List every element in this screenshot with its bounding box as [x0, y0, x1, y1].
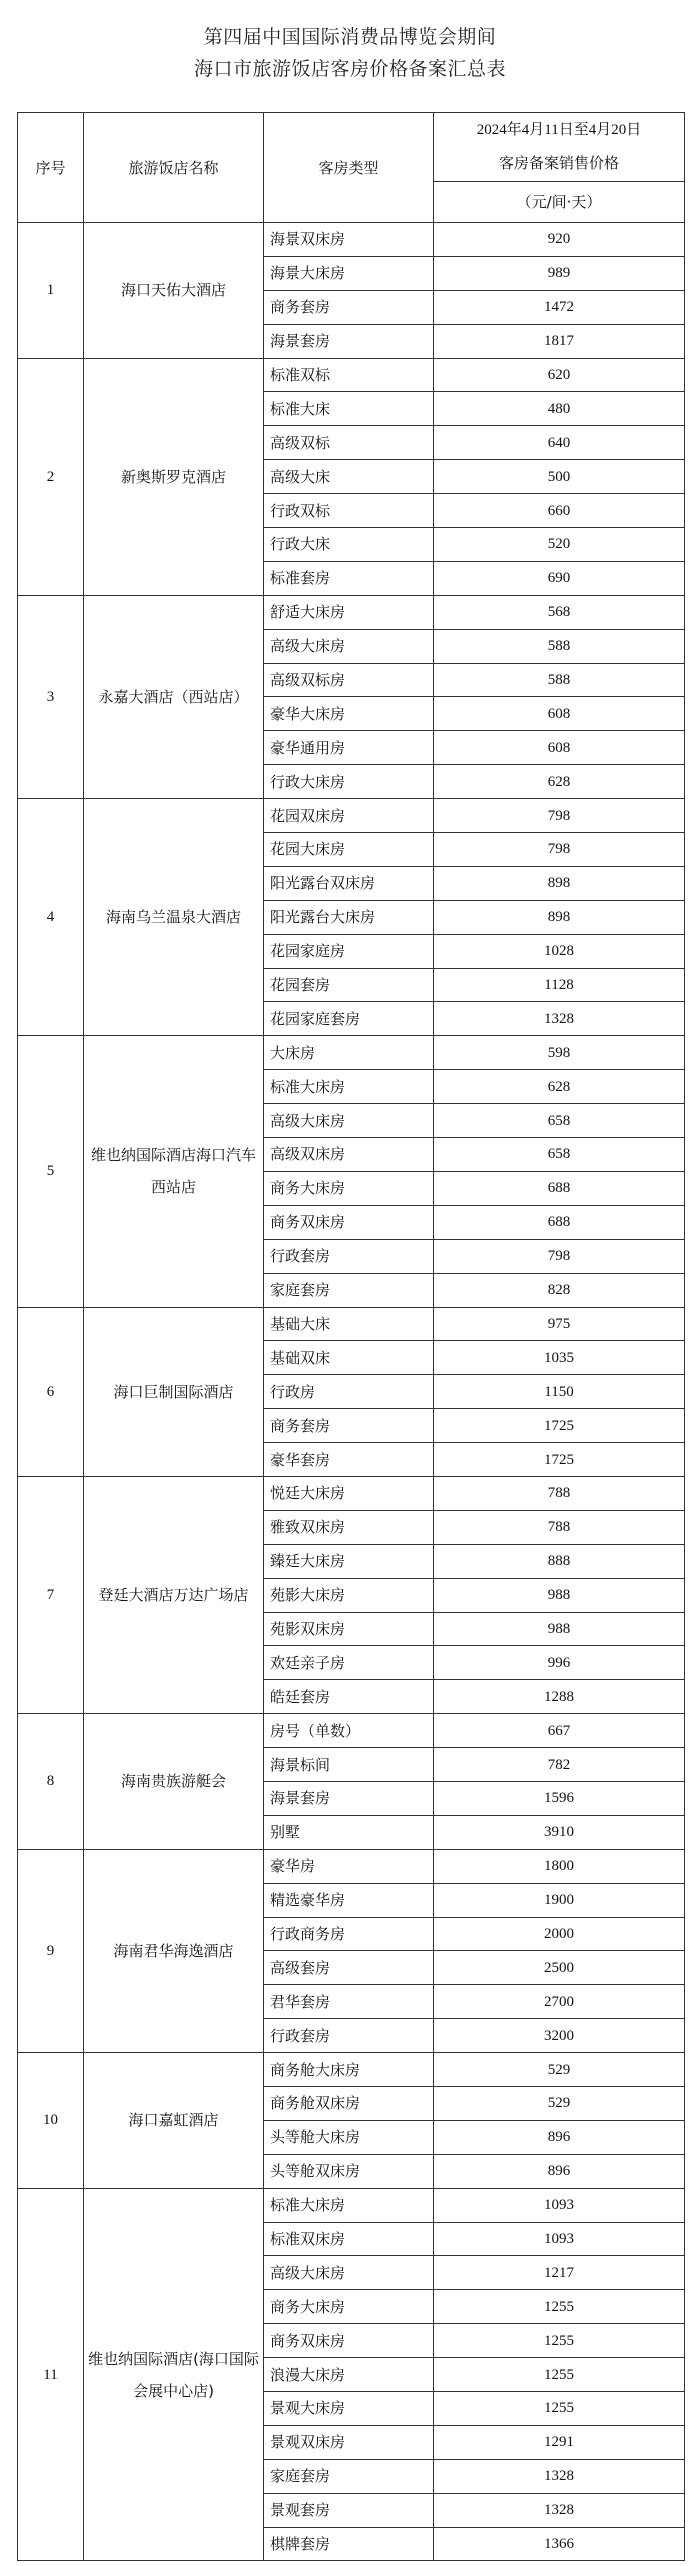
- room-type: 高级大床房: [264, 2256, 434, 2290]
- table-header-row: [18, 113, 685, 182]
- room-type: 海景套房: [264, 1781, 434, 1815]
- hotel-seq: 6: [18, 1307, 84, 1476]
- hotel-price-table: [17, 112, 685, 2561]
- room-type: 高级双床房: [264, 1138, 434, 1172]
- room-price: 529: [434, 2086, 685, 2120]
- hotel-seq: 1: [18, 223, 84, 359]
- room-price: 782: [434, 1748, 685, 1782]
- room-type: 头等舱双床房: [264, 2154, 434, 2188]
- room-price: 996: [434, 1646, 685, 1680]
- room-type: 头等舱大床房: [264, 2120, 434, 2154]
- room-price: 1596: [434, 1781, 685, 1815]
- room-price: 640: [434, 426, 685, 460]
- room-price: 688: [434, 1171, 685, 1205]
- room-type: 行政双标: [264, 494, 434, 528]
- room-type: 花园大床房: [264, 833, 434, 867]
- room-price: 568: [434, 595, 685, 629]
- room-type: 豪华套房: [264, 1443, 434, 1477]
- room-type: 海景套房: [264, 324, 434, 358]
- room-price: 1288: [434, 1680, 685, 1714]
- hotel-name: 海南贵族游艇会: [84, 1714, 264, 1850]
- room-type: 高级大床: [264, 460, 434, 494]
- room-price: 1800: [434, 1849, 685, 1883]
- room-price: 1472: [434, 290, 685, 324]
- room-type: 雅致双床房: [264, 1510, 434, 1544]
- room-type: 棋牌套房: [264, 2527, 434, 2561]
- room-price: 1291: [434, 2425, 685, 2459]
- room-type: 豪华通用房: [264, 731, 434, 765]
- room-type: 标准双床房: [264, 2222, 434, 2256]
- room-type: 君华套房: [264, 1985, 434, 2019]
- header-price-unit: （元/间·天）: [434, 182, 685, 223]
- room-type: 景观双床房: [264, 2425, 434, 2459]
- table-row: [18, 799, 685, 833]
- room-price: 788: [434, 1510, 685, 1544]
- room-type: 高级大床房: [264, 629, 434, 663]
- room-type: 家庭套房: [264, 2459, 434, 2493]
- room-type: 行政大床: [264, 528, 434, 562]
- room-type: 基础大床: [264, 1307, 434, 1341]
- room-type: 花园家庭套房: [264, 1002, 434, 1036]
- room-type: 商务大床房: [264, 1171, 434, 1205]
- room-price: 608: [434, 731, 685, 765]
- room-type: 浪漫大床房: [264, 2358, 434, 2392]
- hotel-name: 海口巨制国际酒店: [84, 1307, 264, 1476]
- room-type: 行政套房: [264, 1239, 434, 1273]
- room-price: 1725: [434, 1409, 685, 1443]
- room-price: 798: [434, 799, 685, 833]
- room-type: 行政套房: [264, 2019, 434, 2053]
- table-row: [18, 2053, 685, 2087]
- hotel-seq: 9: [18, 1849, 84, 2052]
- room-type: 景观大床房: [264, 2392, 434, 2426]
- room-type: 苑影大床房: [264, 1578, 434, 1612]
- room-type: 高级套房: [264, 1951, 434, 1985]
- room-price: 3910: [434, 1815, 685, 1849]
- room-type: 大床房: [264, 1036, 434, 1070]
- room-type: 海景大床房: [264, 256, 434, 290]
- room-type: 基础双床: [264, 1341, 434, 1375]
- room-price: 628: [434, 1070, 685, 1104]
- room-type: 商务双床房: [264, 2324, 434, 2358]
- room-price: 1725: [434, 1443, 685, 1477]
- room-price: 1255: [434, 2324, 685, 2358]
- room-price: 2000: [434, 1917, 685, 1951]
- room-price: 1255: [434, 2392, 685, 2426]
- room-price: 620: [434, 358, 685, 392]
- room-price: 1328: [434, 2493, 685, 2527]
- room-price: 667: [434, 1714, 685, 1748]
- hotel-seq: 2: [18, 358, 84, 595]
- room-price: 660: [434, 494, 685, 528]
- room-price: 896: [434, 2154, 685, 2188]
- room-type: 阳光露台双床房: [264, 866, 434, 900]
- room-price: 529: [434, 2053, 685, 2087]
- room-type: 商务舱双床房: [264, 2086, 434, 2120]
- room-price: 690: [434, 561, 685, 595]
- room-type: 苑影双床房: [264, 1612, 434, 1646]
- room-type: 房号（单数）: [264, 1714, 434, 1748]
- room-type: 精选豪华房: [264, 1883, 434, 1917]
- header-seq: 序号: [18, 113, 84, 223]
- room-price: 989: [434, 256, 685, 290]
- room-price: 588: [434, 629, 685, 663]
- room-type: 商务舱大床房: [264, 2053, 434, 2087]
- room-price: 1093: [434, 2222, 685, 2256]
- room-price: 1255: [434, 2358, 685, 2392]
- room-type: 悦廷大床房: [264, 1476, 434, 1510]
- hotel-name: 登廷大酒店万达广场店: [84, 1476, 264, 1713]
- room-type: 标准双标: [264, 358, 434, 392]
- room-type: 花园套房: [264, 968, 434, 1002]
- room-price: 480: [434, 392, 685, 426]
- hotel-seq: 3: [18, 595, 84, 798]
- room-price: 608: [434, 697, 685, 731]
- hotel-seq: 8: [18, 1714, 84, 1850]
- room-type: 家庭套房: [264, 1273, 434, 1307]
- table-row: [18, 1476, 685, 1510]
- room-type: 花园双床房: [264, 799, 434, 833]
- room-price: 1093: [434, 2188, 685, 2222]
- room-type: 臻廷大床房: [264, 1544, 434, 1578]
- hotel-name: 海口嘉虹酒店: [84, 2053, 264, 2189]
- room-price: 788: [434, 1476, 685, 1510]
- header-price-title: 客房备案销售价格: [498, 156, 619, 172]
- hotel-seq: 7: [18, 1476, 84, 1713]
- room-type: 行政大床房: [264, 765, 434, 799]
- header-price-period: 2024年4月11日至4月20日: [476, 122, 642, 138]
- room-price: 628: [434, 765, 685, 799]
- room-price: 1035: [434, 1341, 685, 1375]
- room-type: 花园家庭房: [264, 934, 434, 968]
- room-price: 828: [434, 1273, 685, 1307]
- room-type: 欢廷亲子房: [264, 1646, 434, 1680]
- room-price: 798: [434, 833, 685, 867]
- room-price: 1817: [434, 324, 685, 358]
- hotel-name: 维也纳国际酒店(海口国际会展中心店): [84, 2188, 264, 2561]
- room-type: 高级双标房: [264, 663, 434, 697]
- room-type: 标准大床房: [264, 2188, 434, 2222]
- room-price: 598: [434, 1036, 685, 1070]
- room-type: 行政房: [264, 1375, 434, 1409]
- room-price: 1028: [434, 934, 685, 968]
- room-price: 1217: [434, 2256, 685, 2290]
- room-type: 标准大床房: [264, 1070, 434, 1104]
- hotel-name: 新奥斯罗克酒店: [84, 358, 264, 595]
- room-type: 景观套房: [264, 2493, 434, 2527]
- hotel-name: 海南乌兰温泉大酒店: [84, 799, 264, 1036]
- room-price: 1150: [434, 1375, 685, 1409]
- room-type: 行政商务房: [264, 1917, 434, 1951]
- hotel-seq: 11: [18, 2188, 84, 2561]
- room-price: 1900: [434, 1883, 685, 1917]
- header-hotel-name: 旅游饭店名称: [84, 113, 264, 223]
- room-type: 舒适大床房: [264, 595, 434, 629]
- hotel-seq: 4: [18, 799, 84, 1036]
- room-price: 898: [434, 900, 685, 934]
- hotel-seq: 10: [18, 2053, 84, 2189]
- table-row: [18, 595, 685, 629]
- table-row: [18, 1849, 685, 1883]
- room-type: 豪华房: [264, 1849, 434, 1883]
- room-type: 商务套房: [264, 1409, 434, 1443]
- page-title-line1: 第四届中国国际消费品博览会期间: [203, 26, 497, 48]
- table-row: [18, 1307, 685, 1341]
- room-type: 高级双标: [264, 426, 434, 460]
- room-price: 798: [434, 1239, 685, 1273]
- room-price: 2700: [434, 1985, 685, 2019]
- room-type: 商务大床房: [264, 2290, 434, 2324]
- room-price: 588: [434, 663, 685, 697]
- room-type: 标准套房: [264, 561, 434, 595]
- room-type: 别墅: [264, 1815, 434, 1849]
- room-price: 520: [434, 528, 685, 562]
- table-row: [18, 358, 685, 392]
- room-type: 皓廷套房: [264, 1680, 434, 1714]
- room-price: 3200: [434, 2019, 685, 2053]
- hotel-name: 海口天佑大酒店: [84, 223, 264, 359]
- hotel-name: 海南君华海逸酒店: [84, 1849, 264, 2052]
- room-type: 标准大床: [264, 392, 434, 426]
- room-price: 988: [434, 1612, 685, 1646]
- hotel-name: 永嘉大酒店（西站店）: [84, 595, 264, 798]
- room-type: 海景双床房: [264, 223, 434, 257]
- hotel-name: 维也纳国际酒店海口汽车西站店: [84, 1036, 264, 1307]
- room-price: 1128: [434, 968, 685, 1002]
- table-row: [18, 1714, 685, 1748]
- room-price: 2500: [434, 1951, 685, 1985]
- room-price: 1366: [434, 2527, 685, 2561]
- room-type: 商务双床房: [264, 1205, 434, 1239]
- room-price: 658: [434, 1138, 685, 1172]
- hotel-seq: 5: [18, 1036, 84, 1307]
- table-row: [18, 1036, 685, 1070]
- room-price: 898: [434, 866, 685, 900]
- room-price: 1328: [434, 2459, 685, 2493]
- page-title-line2: 海口市旅游饭店客房价格备案汇总表: [193, 58, 506, 80]
- header-price: [434, 113, 685, 182]
- room-price: 896: [434, 2120, 685, 2154]
- header-room-type: 客房类型: [264, 113, 434, 223]
- room-type: 高级大床房: [264, 1104, 434, 1138]
- room-price: 658: [434, 1104, 685, 1138]
- table-row: [18, 2188, 685, 2222]
- room-price: 1328: [434, 1002, 685, 1036]
- room-price: 1255: [434, 2290, 685, 2324]
- room-type: 海景标间: [264, 1748, 434, 1782]
- room-type: 豪华大床房: [264, 697, 434, 731]
- room-type: 阳光露台大床房: [264, 900, 434, 934]
- room-price: 975: [434, 1307, 685, 1341]
- room-type: 商务套房: [264, 290, 434, 324]
- room-price: 688: [434, 1205, 685, 1239]
- table-row: [18, 223, 685, 257]
- room-price: 888: [434, 1544, 685, 1578]
- room-price: 500: [434, 460, 685, 494]
- room-price: 988: [434, 1578, 685, 1612]
- room-price: 920: [434, 223, 685, 257]
